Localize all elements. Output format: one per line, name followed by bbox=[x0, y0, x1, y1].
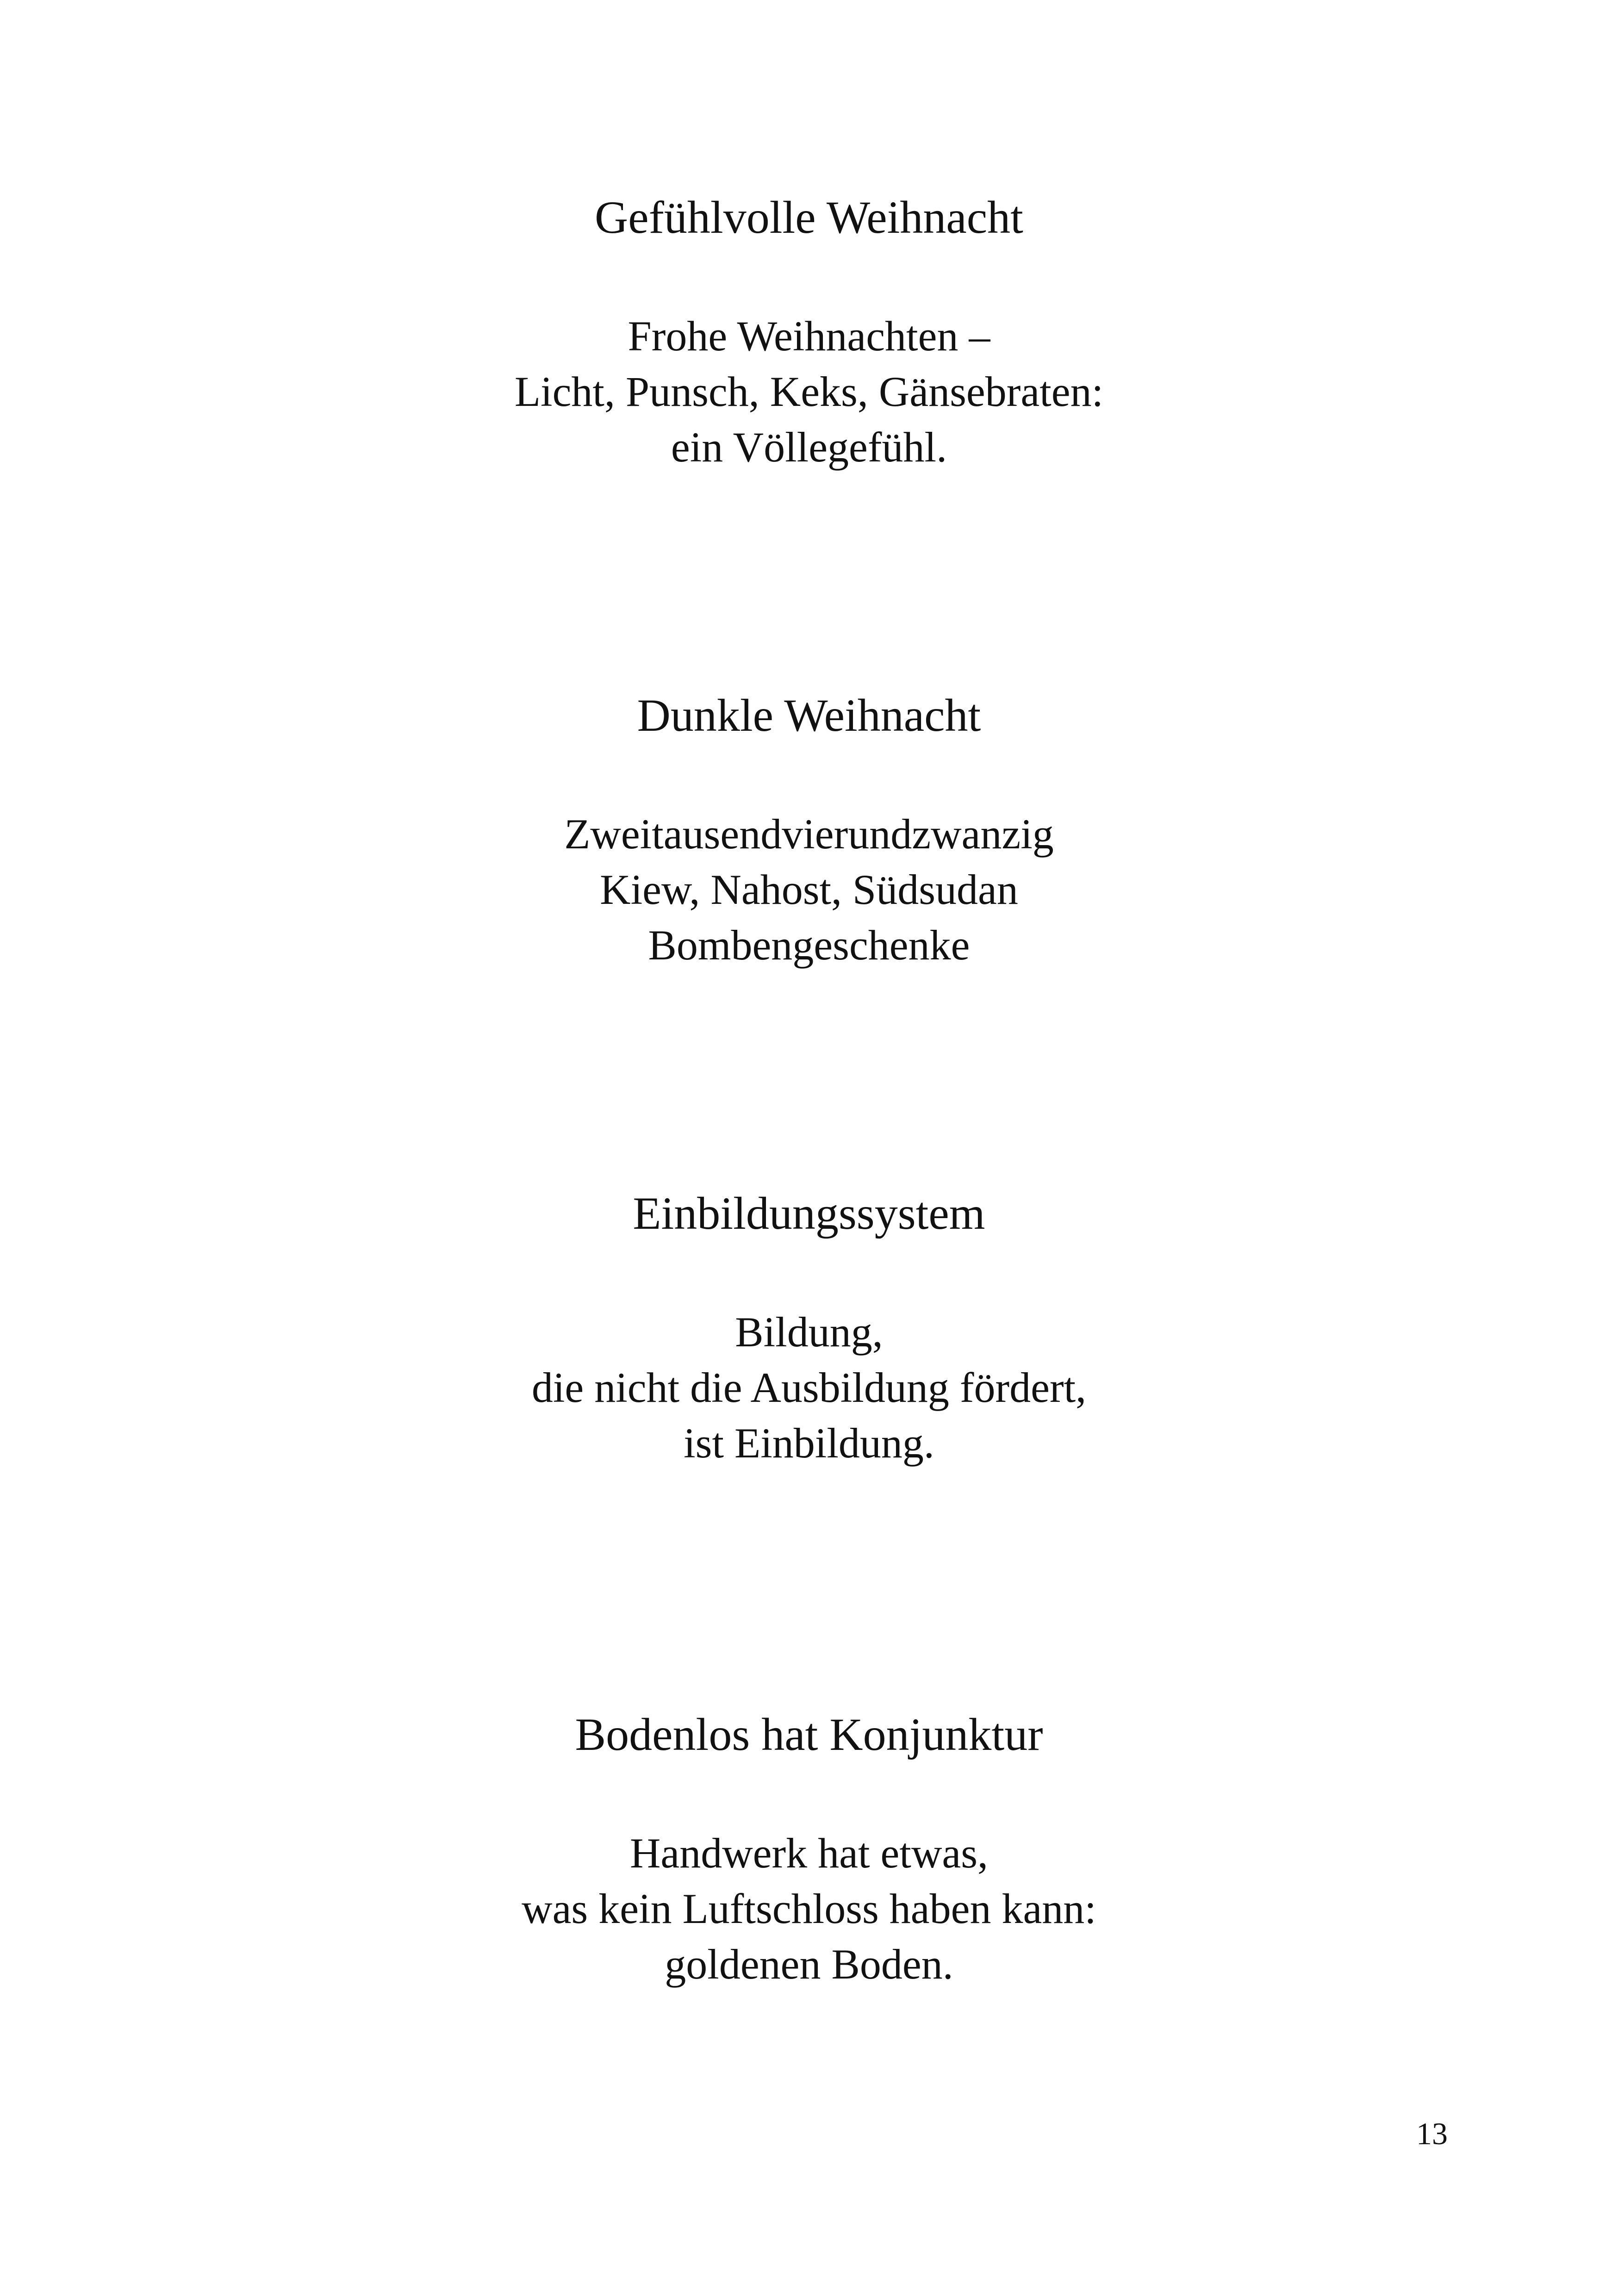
poem-line: Frohe Weihnachten – bbox=[628, 312, 990, 360]
poem-body bbox=[0, 308, 1618, 475]
poem-line: die nicht die Ausbildung fördert, bbox=[531, 1364, 1087, 1411]
poem bbox=[0, 190, 1618, 475]
poem-line: Handwerk hat etwas, bbox=[629, 1829, 989, 1877]
poem-title: Dunkle Weihnacht bbox=[637, 690, 981, 741]
page-number: 13 bbox=[1416, 2116, 1448, 2151]
poem-line: Bombengeschenke bbox=[648, 921, 970, 969]
poem-line: Kiew, Nahost, Südsudan bbox=[600, 866, 1018, 913]
poem-body bbox=[0, 1304, 1618, 1471]
poem-line: Bildung, bbox=[735, 1308, 883, 1356]
poem bbox=[0, 688, 1618, 973]
poem-line: was kein Luftschloss haben kann: bbox=[522, 1885, 1096, 1932]
poem-line: Licht, Punsch, Keks, Gänsebraten: bbox=[514, 368, 1104, 415]
poem-body bbox=[0, 806, 1618, 973]
poem-line: goldenen Boden. bbox=[665, 1941, 953, 1988]
poem-line: ein Völlegefühl. bbox=[671, 423, 947, 471]
poem-body bbox=[0, 1825, 1618, 1992]
poem-line: Zweitausendvierundzwanzig bbox=[564, 810, 1054, 858]
poem bbox=[0, 1186, 1618, 1471]
poem-line: ist Einbildung. bbox=[684, 1419, 934, 1467]
poem-title: Gefühlvolle Weihnacht bbox=[595, 192, 1023, 243]
poem-title: Einbildungssystem bbox=[633, 1188, 985, 1239]
poem bbox=[0, 1707, 1618, 1992]
poem-title: Bodenlos hat Konjunktur bbox=[575, 1709, 1043, 1760]
